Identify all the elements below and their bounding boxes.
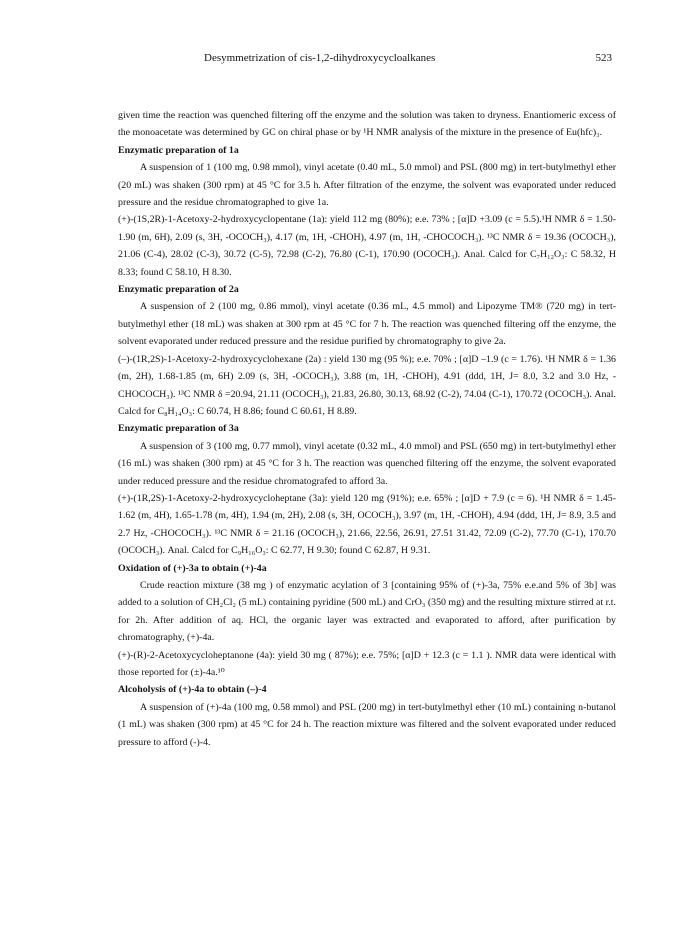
- characterization-1a: (+)-(1S,2R)-1-Acetoxy-2-hydroxycyclopentane (1a): yield 112 mg (80%); e.e. 73% ; [α]D +3.09 (c = 5.5).¹H NMR δ = 1.50-1.90 (m, 6H), 2.09 (s, 3H, -OCOCH₃), 4.17 (m, 1H, -CHOH), 4.97 (m, 1H, -CHOCOCH₃). ¹³C NMR δ = 19.36 (OCOCH₃), 21.06 (C-4), 28.02 (C-3), 30.72 (C-5), 72.98 (C-2), 76.80 (C-1), 170.90 (OCOCH₃). Anal. Calcd for C₇H₁₂O₃: C 58.32, H 8.33; found C 58.10, H 8.30.: [118, 214, 616, 278]
- heading-1a: Enzymatic preparation of 1a: [118, 144, 239, 156]
- procedure-1a: A suspension of 1 (100 mg, 0.98 mmol), vinyl acetate (0.40 mL, 5.0 mmol) and PSL (800 mg) in tert-butylmethyl ether (20 mL) was shaken (300 rpm) at 45 °C for 3.5 h. After filtration of the enzyme, the solvent was evaporated under reduced pressure and the residue chromatographed to give 1a.: [118, 162, 616, 209]
- heading-alcoholysis: Alcoholysis of (+)-4a to obtain (–)-4: [118, 684, 267, 696]
- procedure-3a: A suspension of 3 (100 mg, 0.77 mmol), vinyl acetate (0.32 mL, 4.0 mmol) and PSL (650 mg) in tert-butylmethyl ether (16 mL) was shaken (300 rpm) at 45 °C for 3 h. The reaction was quenched filtering off the enzyme, the solvent evaporated under reduced pressure and the residue chromatografed to afford 3a.: [118, 440, 616, 487]
- page-number: 523: [595, 52, 612, 64]
- paragraph-workup: given time the reaction was quenched filtering off the enzyme and the solution was taken to dryness. Enantiomeric excess of the monoacetate was determined by GC on chiral phase or by ¹H NMR analysis of the mixture in the presence of Eu(hfc)₃.: [118, 110, 616, 139]
- characterization-3a: (+)-(1R,2S)-1-Acetoxy-2-hydroxycycloheptane (3a): yield 120 mg (91%); e.e. 65% ; [α]D + 7.9 (c = 6). ¹H NMR δ = 1.45-1.62 (m, 4H), 1.65-1.78 (m, 4H), 1.94 (m, 2H), 2.08 (s, 3H, OCOCH₃), 3.97 (m, 1H, -CHOH), 4.94 (ddd, 1H, J= 8.9, 3.5 and 2.7 Hz, -CHOCOCH₃). ¹³C NMR δ = 21.16 (OCOCH₃), 21.66, 22.56, 26.91, 27.51 31.42, 72.09 (C-2), 77.70 (C-1), 170.70 (OCOCH₃). Anal. Calcd for C₉H₁₆O₃: C 62.77, H 9.30; found C 62.87, H 9.31.: [118, 492, 616, 557]
- heading-oxidation: Oxidation of (+)-3a to obtain (+)-4a: [118, 562, 267, 574]
- procedure-2a: A suspension of 2 (100 mg, 0.86 mmol), vinyl acetate (0.36 mL, 4.5 mmol) and Lipozyme TM® (720 mg) in tert-butylmethyl ether (18 mL) was shaken at 300 rpm at 45 °C for 7 h. The reaction was quenched filtering off the enzyme, the solvent evaporated under reduced pressure and the residue purified by chromatography to give 2a.: [118, 301, 616, 348]
- running-title: Desymmetrization of cis-1,2-dihydroxycycloalkanes: [204, 52, 436, 64]
- characterization-2a: (–)-(1R,2S)-1-Acetoxy-2-hydroxycyclohexane (2a) : yield 130 mg (95 %); e.e. 70% ; [α]D –1.9 (c = 1.76). ¹H NMR δ = 1.36 (m, 2H), 1.68-1.85 (m, 6H) 2.09 (s, 3H, -OCOCH₃), 3.88 (m, 1H, -CHOH), 4.91 (ddd, 1H, J= 8.0, 3.2 and 3.0 Hz, -CHOCOCH₃). ¹³C NMR δ =20.94, 21.11 (OCOCH₃), 21.83, 26.80, 30.13, 68.92 (C-2), 74.04 (C-1), 170.72 (OCOCH₃). Anal. Calcd for C₈H₁₄O₃: C 60.74, H 8.86; found C 60.61, H 8.89.: [118, 353, 616, 417]
- heading-3a: Enzymatic preparation of 3a: [118, 423, 239, 435]
- procedure-alcoholysis: A suspension of (+)-4a (100 mg, 0.58 mmol) and PSL (200 mg) in tert-butylmethyl ether (10 mL) containing n-butanol (1 mL) was shaken (300 rpm) at 45 °C for 24 h. The reaction mixture was filtered and the solvent evaporated under reduced pressure to afford (-)-4.: [118, 701, 616, 748]
- heading-2a: Enzymatic preparation of 2a: [118, 284, 239, 296]
- procedure-oxidation: Crude reaction mixture (38 mg ) of enzymatic acylation of 3 [containing 95% of (+)-3a, 75% e.e.and 5% of 3b] was added to a solution of CH₂Cl₂ (5 mL) containing pyridine (500 mL) and CrO₃ (350 mg) and the resulting mixture stirred at r.t. for 2h. After addition of aq. HCl, the organic layer was extracted and evaporated to afford, after purification by chromatography, (+)-4a.: [118, 579, 616, 644]
- characterization-4a: (+)-(R)-2-Acetoxycycloheptanone (4a): yield 30 mg ( 87%); e.e. 75%; [α]D + 12.3 (c = 1.1 ). NMR data were identical with those reported for (±)-4a.¹⁰: [118, 649, 616, 678]
- article-body: [118, 107, 616, 751]
